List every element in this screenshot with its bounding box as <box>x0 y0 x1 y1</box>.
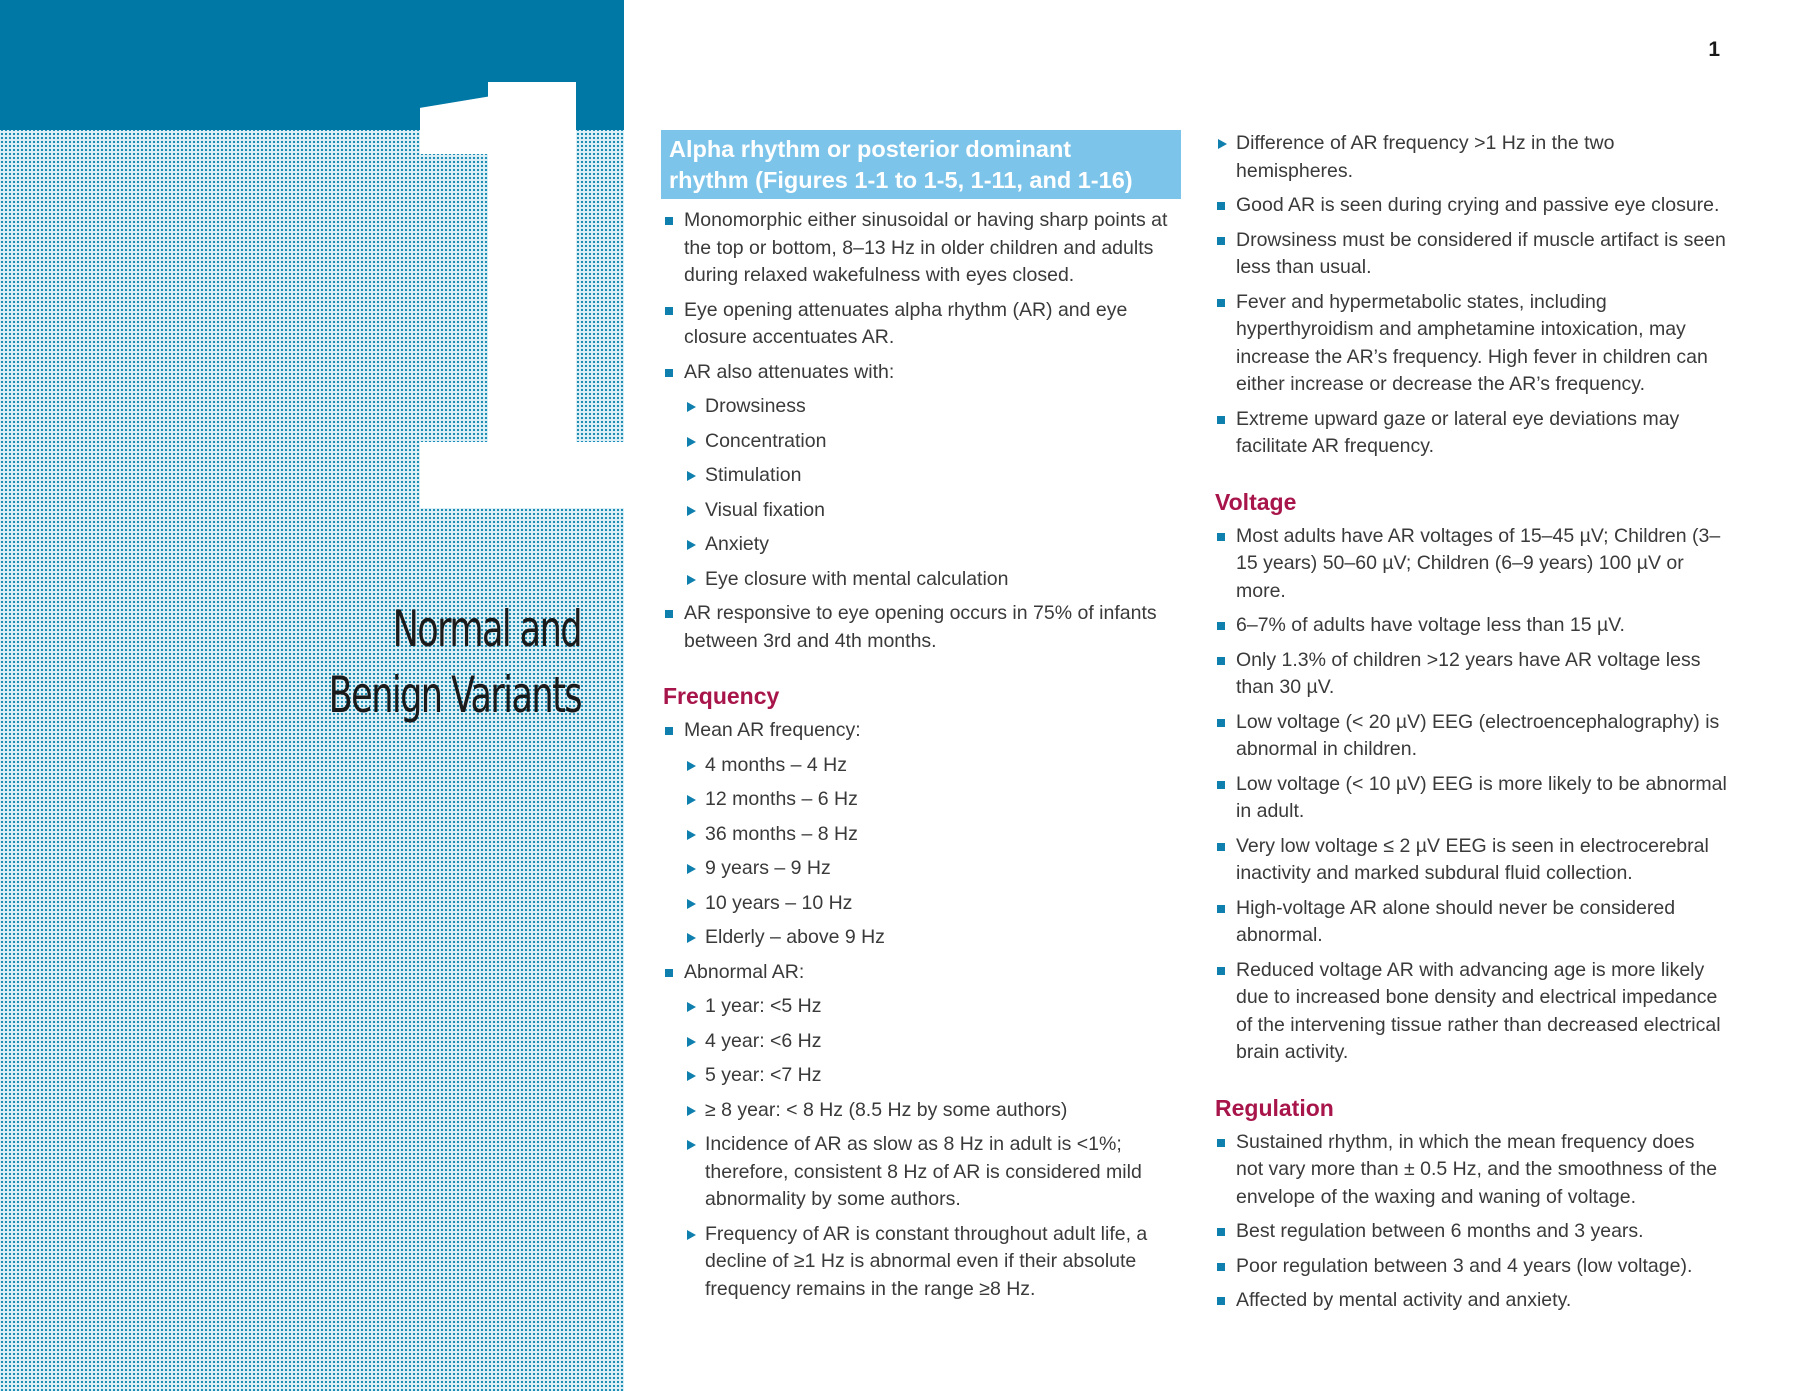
alpha-heading-line2: rhythm (Figures 1-1 to 1-5, 1-11, and 1-16) <box>669 167 1133 193</box>
chapter-title-line1: Normal and <box>392 600 581 658</box>
list-item: AR also attenuates with: <box>663 359 1181 387</box>
page-number: 1 <box>1708 38 1720 61</box>
list-item: Low voltage (< 10 µV) EEG is more likely to be abnormal in adult. <box>1215 771 1727 826</box>
list-item: Eye opening attenuates alpha rhythm (AR) and eye closure accentuates AR. <box>663 297 1181 352</box>
sub-list-item: Difference of AR frequency >1 Hz in the two hemispheres. <box>1194 130 1727 185</box>
sub-list-item: 5 year: <7 Hz <box>663 1062 1181 1090</box>
regulation-heading: Regulation <box>1215 1094 1334 1121</box>
list-item: Affected by mental activity and anxiety. <box>1215 1287 1727 1315</box>
sub-list-item: Eye closure with mental calculation <box>663 566 1181 594</box>
sub-list-item: ≥ 8 year: < 8 Hz (8.5 Hz by some authors) <box>663 1097 1181 1125</box>
list-item: Good AR is seen during crying and passive eye closure. <box>1215 192 1727 220</box>
list-item: 6–7% of adults have voltage less than 15 µV. <box>1215 612 1727 640</box>
list-item: Abnormal AR: <box>663 959 1181 987</box>
alpha-heading-line1: Alpha rhythm or posterior dominant <box>669 136 1072 162</box>
voltage-heading: Voltage <box>1215 488 1297 515</box>
sub-list-item: 12 months – 6 Hz <box>663 786 1181 814</box>
alpha-rhythm-list <box>663 207 1181 655</box>
list-item: Drowsiness must be considered if muscle artifact is seen less than usual. <box>1215 227 1727 282</box>
chapter-title <box>253 596 581 728</box>
list-item: Very low voltage ≤ 2 µV EEG is seen in electrocerebral inactivity and marked subdural fluid collection. <box>1215 833 1727 888</box>
list-item: Fever and hypermetabolic states, including hyperthyroidism and amphetamine intoxication, may increase the AR’s frequency. High fever in children can either increase or decrease the AR’s frequency. <box>1215 289 1727 399</box>
sub-list-item: Frequency of AR is constant throughout adult life, a decline of ≥1 Hz is abnormal even if their absolute frequency remains in the range ≥8 Hz. <box>663 1221 1181 1304</box>
list-item: Only 1.3% of children >12 years have AR voltage less than 30 µV. <box>1215 647 1727 702</box>
regulation-list <box>1215 1129 1727 1315</box>
sub-list-item: 4 year: <6 Hz <box>663 1028 1181 1056</box>
voltage-list <box>1215 523 1727 1067</box>
text-column-left <box>663 130 1181 1310</box>
list-item: High-voltage AR alone should never be considered abnormal. <box>1215 895 1727 950</box>
list-item: Extreme upward gaze or lateral eye deviations may facilitate AR frequency. <box>1215 406 1727 461</box>
sub-list-item: Visual fixation <box>663 497 1181 525</box>
list-item: Monomorphic either sinusoidal or having sharp points at the top or bottom, 8–13 Hz in older children and adults during relaxed wakefulness with eyes closed. <box>663 207 1181 290</box>
text-column-right <box>1215 130 1727 1322</box>
sub-list-item: 9 years – 9 Hz <box>663 855 1181 883</box>
sub-list-item: Drowsiness <box>663 393 1181 421</box>
list-item: Most adults have AR voltages of 15–45 µV; Children (3–15 years) 50–60 µV; Children (6–9 years) 100 µV or more. <box>1215 523 1727 606</box>
sub-list-item: Incidence of AR as slow as 8 Hz in adult is <1%; therefore, consistent 8 Hz of AR is considered mild abnormality by some authors. <box>663 1131 1181 1214</box>
chapter-number-stem <box>488 82 576 442</box>
chapter-number-base <box>420 442 624 508</box>
sub-list-item: 10 years – 10 Hz <box>663 890 1181 918</box>
chapter-opener-panel <box>0 0 624 1391</box>
sub-list-item: Elderly – above 9 Hz <box>663 924 1181 952</box>
sub-list-item: Anxiety <box>663 531 1181 559</box>
frequency-continued-list <box>1215 130 1727 461</box>
list-item: Low voltage (< 20 µV) EEG (electroencephalography) is abnormal in children. <box>1215 709 1727 764</box>
sub-list-item: Stimulation <box>663 462 1181 490</box>
sub-list-item: 36 months – 8 Hz <box>663 821 1181 849</box>
sub-list-item: 4 months – 4 Hz <box>663 752 1181 780</box>
list-item: Best regulation between 6 months and 3 years. <box>1215 1218 1727 1246</box>
sub-list-item: Concentration <box>663 428 1181 456</box>
list-item: Mean AR frequency: <box>663 717 1181 745</box>
chapter-title-line2: Benign Variants <box>328 666 581 724</box>
sub-list-item: 1 year: <5 Hz <box>663 993 1181 1021</box>
list-item: Reduced voltage AR with advancing age is more likely due to increased bone density and electrical impedance of the intervening tissue rather than decreased electrical brain activity. <box>1215 957 1727 1067</box>
list-item: Poor regulation between 3 and 4 years (low voltage). <box>1215 1253 1727 1281</box>
list-item: AR responsive to eye opening occurs in 75% of infants between 3rd and 4th months. <box>663 600 1181 655</box>
frequency-list <box>663 717 1181 1303</box>
alpha-rhythm-heading <box>661 130 1181 199</box>
list-item: Sustained rhythm, in which the mean frequency does not vary more than ± 0.5 Hz, and the smoothness of the envelope of the waxing and waning of voltage. <box>1215 1129 1727 1212</box>
frequency-heading: Frequency <box>663 683 780 709</box>
